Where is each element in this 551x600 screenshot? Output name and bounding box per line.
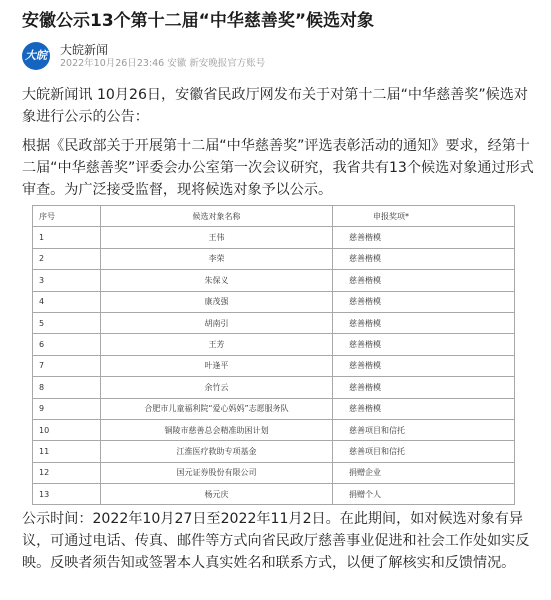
notice-paragraph: 公示时间：2022年10月27日至2022年11月2日。在此期间，如对候选对象有异议，可通过电话、传真、邮件等方式向省民政厅慈善事业促进和社会工作处如实反映。反映者须告知或签署本人真实姓名和联系方式，以便了解核实和反馈情况。 <box>22 511 530 571</box>
header-award: 申报奖项* <box>333 206 515 227</box>
table-row <box>33 334 515 355</box>
cell-candidate-name: 胡南引 <box>101 312 333 333</box>
cell-award: 慈善楷模 <box>333 398 515 419</box>
cell-award: 慈善楷模 <box>333 355 515 376</box>
table-row <box>33 291 515 312</box>
article-title: 安徽公示13个第十二届“中华慈善奖”候选对象 <box>22 11 375 31</box>
cell-award: 慈善项目和信托 <box>333 441 515 462</box>
author-meta <box>22 42 522 72</box>
table-row <box>33 419 515 440</box>
table-header-row <box>33 206 515 227</box>
cell-award: 慈善楷模 <box>333 270 515 291</box>
cell-candidate-name: 李荣 <box>101 248 333 269</box>
table-row <box>33 270 515 291</box>
cell-number: 5 <box>33 312 101 333</box>
cell-award: 慈善楷模 <box>333 377 515 398</box>
table-row <box>33 248 515 269</box>
cell-number: 11 <box>33 441 101 462</box>
cell-number: 3 <box>33 270 101 291</box>
intro-paragraph: 大皖新闻讯 10月26日，安徽省民政厅网发布关于对第十二届“中华慈善奖”候选对象进行公示的公告： <box>22 87 528 125</box>
cell-candidate-name: 铜陵市慈善总会精准助困计划 <box>101 419 333 440</box>
cell-candidate-name: 江淮医疗救助专项基金 <box>101 441 333 462</box>
cell-candidate-name: 杨元庆 <box>101 484 333 505</box>
cell-number: 1 <box>33 227 101 248</box>
cell-award: 慈善楷模 <box>333 334 515 355</box>
cell-candidate-name: 王芳 <box>101 334 333 355</box>
publish-info: 2022年10月26日23:46 安徽 新安晚报官方账号 <box>60 58 266 69</box>
table-row <box>33 355 515 376</box>
table-row <box>33 441 515 462</box>
table-row <box>33 312 515 333</box>
cell-candidate-name: 朱保义 <box>101 270 333 291</box>
cell-award: 慈善项目和信托 <box>333 419 515 440</box>
cell-number: 8 <box>33 377 101 398</box>
table-row <box>33 398 515 419</box>
author-avatar[interactable]: 大皖 <box>22 42 50 70</box>
table-row <box>33 227 515 248</box>
cell-candidate-name: 合肥市儿童福利院“爱心妈妈”志愿服务队 <box>101 398 333 419</box>
cell-candidate-name: 康茂强 <box>101 291 333 312</box>
cell-number: 4 <box>33 291 101 312</box>
cell-number: 7 <box>33 355 101 376</box>
cell-candidate-name: 王伟 <box>101 227 333 248</box>
candidate-table-grid <box>32 205 515 505</box>
table-row <box>33 377 515 398</box>
candidate-table <box>32 205 514 505</box>
cell-candidate-name: 余竹云 <box>101 377 333 398</box>
header-number: 序号 <box>33 206 101 227</box>
cell-number: 6 <box>33 334 101 355</box>
table-row <box>33 462 515 483</box>
cell-number: 12 <box>33 462 101 483</box>
cell-candidate-name: 国元证券股份有限公司 <box>101 462 333 483</box>
header-candidate-name: 候选对象名称 <box>101 206 333 227</box>
table-row <box>33 484 515 505</box>
cell-number: 13 <box>33 484 101 505</box>
cell-award: 慈善楷模 <box>333 227 515 248</box>
cell-candidate-name: 叶逢平 <box>101 355 333 376</box>
cell-number: 2 <box>33 248 101 269</box>
cell-award: 慈善楷模 <box>333 248 515 269</box>
author-name[interactable]: 大皖新闻 <box>60 43 109 57</box>
cell-number: 10 <box>33 419 101 440</box>
cell-award: 慈善楷模 <box>333 291 515 312</box>
cell-award: 捐赠个人 <box>333 484 515 505</box>
cell-award: 捐赠企业 <box>333 462 515 483</box>
body-paragraph: 根据《民政部关于开展第十二届“中华慈善奖”评选表彰活动的通知》要求，经第十二届“中华慈善奖”评委会办公室第一次会议研究，我省共有13个候选对象通过形式审查。为广泛接受监督，现将候选对象予以公示。 <box>22 138 534 198</box>
cell-award: 慈善楷模 <box>333 312 515 333</box>
cell-number: 9 <box>33 398 101 419</box>
